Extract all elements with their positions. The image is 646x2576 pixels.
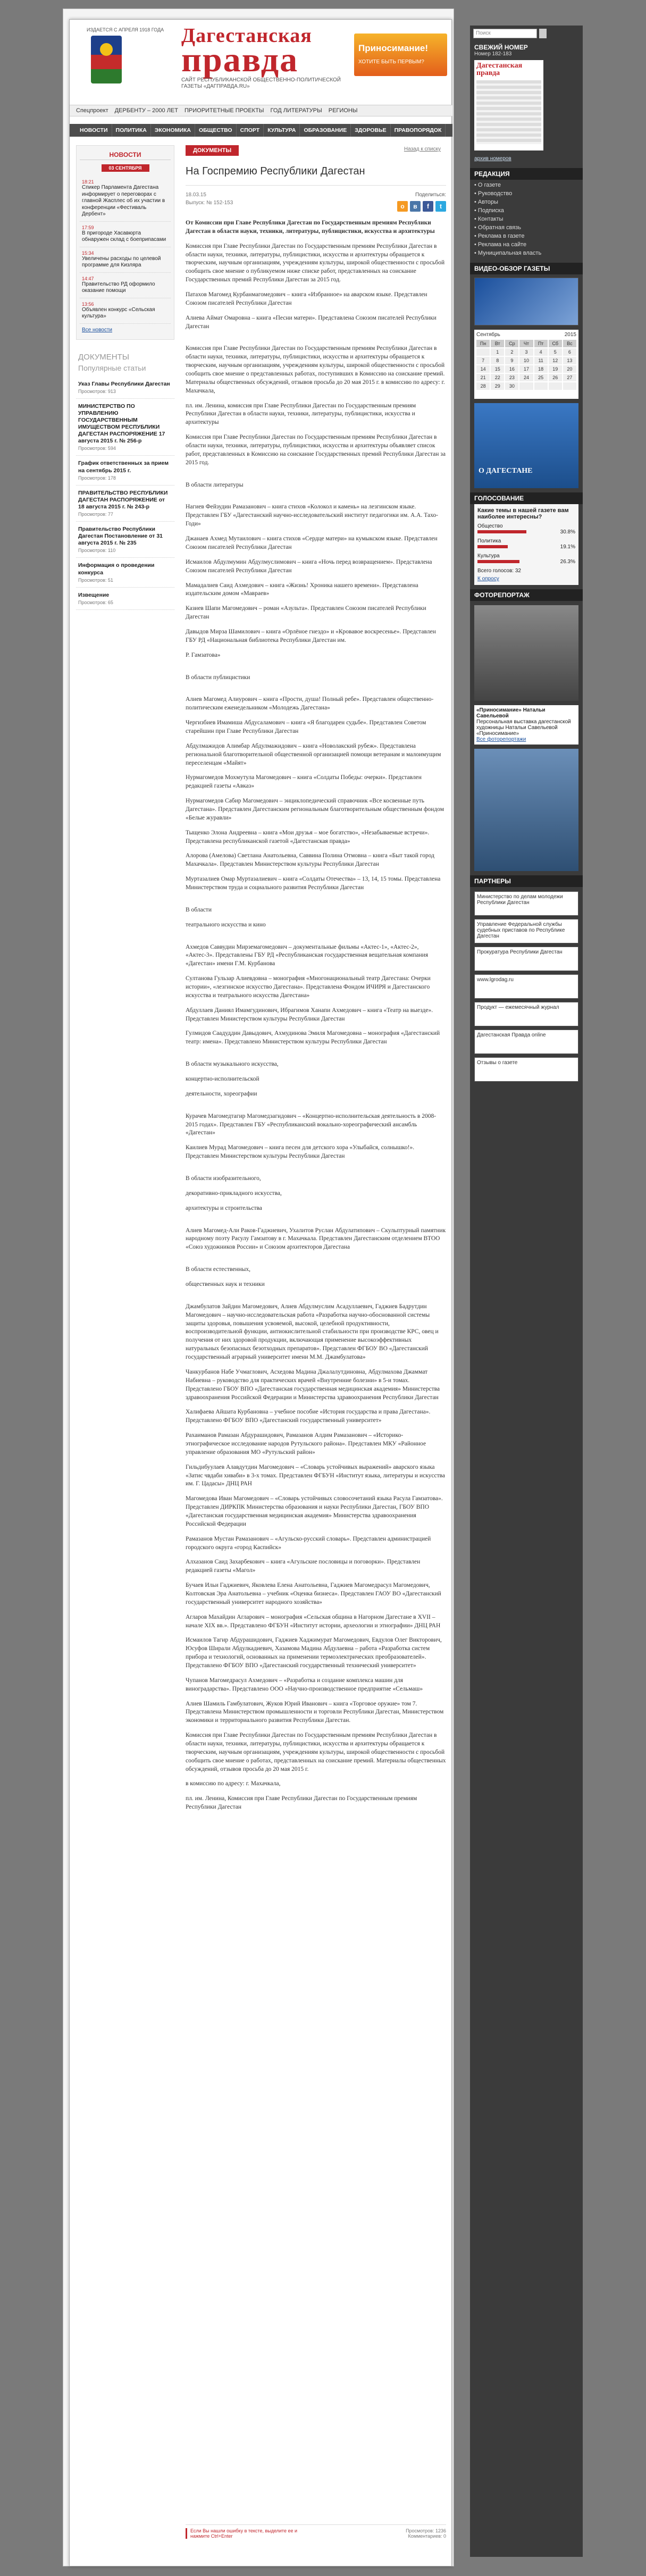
calendar-day[interactable]: 23 [505, 374, 518, 381]
calendar-day[interactable]: 2 [505, 348, 518, 356]
news-item[interactable] [80, 273, 171, 298]
paragraph: Казиев Шапи Магомедович – роман «Азульта». Представлен Союзом писателей Республики Дагестан [186, 605, 426, 621]
paragraph: Халифаева Айшата Курбановна – учебное пособие «История государства и права Дагестана». Представлено ФГБОУ ВПО «Дагестанский государственный университет» [186, 1409, 431, 1424]
calendar-day[interactable]: 20 [563, 365, 576, 373]
calendar-day[interactable]: 27 [563, 374, 576, 381]
editorial-link[interactable]: • Муниципальная власть [474, 250, 542, 256]
poll [474, 504, 578, 585]
paragraph: Ахмедов Саввудин Мирземагомедович – документальные фильмы «Актес-1», «Актес-2», «Актес-3». Представлены ГБУ РД «Республиканская государственная вещательная компания «Дагестан» имени Г.М. Курбанова [186, 943, 429, 967]
paragraph: В области естественных, [186, 1266, 251, 1273]
poll-bar [477, 560, 519, 563]
paragraph: в комиссию по адресу: г. Махачкала, [186, 1780, 281, 1787]
nav-item[interactable]: ОБРАЗОВАНИЕ [300, 124, 351, 137]
typo-hint: Если Вы нашли ошибку в тексте, выделите ее и нажмите Ctrl+Enter [186, 2528, 303, 2539]
news-item[interactable] [80, 222, 171, 247]
calendar-day[interactable]: 11 [534, 357, 548, 364]
calendar-day[interactable]: 4 [534, 348, 548, 356]
calendar-day[interactable]: 8 [491, 357, 504, 364]
paragraph: В области изобразительного, [186, 1175, 261, 1182]
paragraph: Алиев Шамиль Гамбулатович, Жуков Юрий Иванович – книга «Торговое оружие» том 7. Представлена Министерством промышленности и торговли Республики Дагестан, Министерством экономики и территориального развития Республики Дагестан. [186, 1700, 444, 1724]
archive-link[interactable]: архив номеров [474, 156, 511, 162]
doc-title[interactable]: Извещение [78, 591, 110, 598]
news-time: 18:21 [82, 179, 94, 185]
doc-title[interactable]: МИНИСТЕРСТВО ПО УПРАВЛЕНИЮ ГОСУДАРСТВЕННЫМ ИМУЩЕСТВОМ РЕСПУБЛИКИ ДАГЕСТАН РАСПОРЯЖЕНИЕ 17 августа 2015 г. № 256-р [78, 403, 165, 445]
nav-item[interactable]: ЗДОРОВЬЕ [351, 124, 390, 137]
doc-views: Просмотров: 178 [78, 475, 116, 481]
paragraph: архитектуры и строительства [186, 1205, 262, 1211]
paragraph: Комиссия при Главе Республики Дагестан по Государственным премиям Республики Дагестан в области науки, техники, литературы, публицистики, искусства и архитектуры обращается к творческим, научным организациям, учреждениям культуры, широкой общественности с просьбой сообщить свое мнение о работах, представленных на соискание премий. Материалы общественных обсуждений, отзывов просьба до 20 мая 2015 г. [186, 1732, 446, 1772]
calendar-day[interactable]: 5 [549, 348, 562, 356]
calendar-weekday: Вс [563, 340, 576, 347]
calendar-weekday: Пт [534, 340, 548, 347]
video-player[interactable] [474, 278, 578, 325]
news-text[interactable]: В пригороде Хасавюрта обнаружен склад с боеприпасами [82, 230, 166, 242]
calendar-day[interactable]: 21 [476, 374, 490, 381]
calendar-year[interactable]: 2015 [564, 332, 576, 338]
editorial-link[interactable]: • Руководство [474, 190, 513, 197]
fresh-issue-heading: СВЕЖИЙ НОМЕР Номер 182-183 [470, 41, 583, 57]
poll-option-label: Культура [477, 553, 500, 559]
photo-heading: ФОТОРЕПОРТАЖ [470, 589, 583, 601]
calendar-weekday: Ср [505, 340, 518, 347]
doc-views: Просмотров: 913 [78, 388, 116, 394]
editorial-link[interactable]: • Обратная связь [474, 224, 521, 231]
poll-option-label: Общество [477, 523, 503, 529]
calendar-day[interactable]: 6 [563, 348, 576, 356]
article-meta [186, 185, 446, 219]
partner-banner[interactable]: Отзывы о газете [474, 1057, 578, 1082]
calendar-day[interactable]: 28 [476, 382, 490, 390]
paragraph: концертно-исполнительской [186, 1076, 259, 1083]
calendar-day[interactable] [476, 348, 490, 356]
fresh-issue-number: Номер 182-183 [474, 51, 512, 57]
paragraph: В области [186, 906, 212, 913]
calendar-day[interactable]: 26 [549, 374, 562, 381]
docs-heading: ДОКУМЕНТЫ [78, 352, 130, 362]
paragraph: пл. им. Ленина, Комиссия при Главе Республики Дагестан по Государственным премиям Республики Дагестан [186, 1795, 417, 1811]
nav1-item[interactable]: ГОД ЛИТЕРАТУРЫ [270, 107, 322, 114]
calendar-day[interactable]: 16 [505, 365, 518, 373]
calendar-day[interactable] [563, 382, 576, 390]
paragraph: пл. им. Ленина, комиссия при Главе Республики Дагестан по Государственным премиям Республики Дагестан в области науки, техники, литературы, публицистики, искусства и архитектуры [186, 402, 416, 426]
calendar-day[interactable]: 18 [534, 365, 548, 373]
poll-option[interactable] [477, 538, 575, 550]
photo-caption-text: Персональная выставка дагестанской художницы Натальи Савельевой «Приносимание» [476, 719, 571, 737]
nav-item[interactable]: СПОРТ [237, 124, 264, 137]
calendar-day[interactable]: 29 [491, 382, 504, 390]
news-text[interactable]: Правительство РД оформило оказание помощи [82, 281, 155, 294]
nav1-item[interactable]: ПРИОРИТЕТНЫЕ ПРОЕКТЫ [184, 107, 264, 114]
doc-views: Просмотров: 594 [78, 446, 116, 451]
paragraph: Магомедова Иван Магомедович – «Словарь устойчивых словосочетаний языка Расула Гамзатова». Представлен ДИРКПК Министерства образования и науки Республики Дагестан, ГБОУ ВПО «Дагестанская государственная медицинская академия» Министерства здравоохранения Российской Федерации [186, 1495, 443, 1527]
calendar-day[interactable]: 14 [476, 365, 490, 373]
calendar-day[interactable]: 15 [491, 365, 504, 373]
paragraph: Исмаилов Тагир Абдурашидович, Гаджиев Хаджимурат Магомедович, Евдулов Олег Викторович, Юсуфов Ширали Абдулкадиевич, Хазамова Мадина Абдулаевна – работа «Разработка систем прибора и технологий, основанных на применении термоэлектрических преобразователей». Представлено ФГБОУ ВПО «Дагестанский государственный технический университет» [186, 1637, 442, 1669]
paragraph: Алиев Магомед Алиурович – книга «Прости, душа! Полный ребе». Представлен общественно-политическим еженедельником «Молодежь Дагестана» [186, 696, 434, 712]
nav-item[interactable]: ПРАВОПОРЯДОК [391, 124, 446, 137]
article-date: 18.03.15 [186, 192, 206, 198]
left-column [76, 145, 174, 610]
news-item[interactable] [80, 247, 171, 273]
calendar-day[interactable]: 12 [549, 357, 562, 364]
partner-banner[interactable]: Министерство по делам молодежи Республики Дагестан [474, 891, 578, 916]
news-text[interactable]: Увеличены расходы по целевой программе для Кизляра [82, 255, 161, 268]
nav-item[interactable]: ОБЩЕСТВО [195, 124, 237, 137]
news-item[interactable] [80, 176, 171, 222]
calendar-weekday: Сб [549, 340, 562, 347]
about-dagestan-banner[interactable]: О ДАГЕСТАНЕ [474, 403, 578, 488]
poll-option[interactable] [477, 523, 575, 535]
paragraph: декоративно-прикладного искусства, [186, 1190, 282, 1197]
calendar-day[interactable]: 3 [519, 348, 533, 356]
editorial-link[interactable]: • Подписка [474, 207, 504, 214]
ok-icon[interactable]: o [397, 201, 408, 212]
poll-question: Какие темы в нашей газете вам наиболее интересны? [477, 507, 569, 520]
news-date: 03 СЕНТЯБРЯ [102, 164, 149, 172]
share-block [397, 191, 446, 212]
paragraph: Гильдибуулаев Алавдутдин Магомедович – «Словарь устойчивых выражений» аварского языка «Затис чвдаби хиваби» в 3-х томах. Представлен ФГБУН «Институт языка, литературы и искусства им. Г. Цадасы» ДНЦ РАН [186, 1463, 445, 1487]
poll-percent: 19.1% [560, 544, 575, 550]
nav-item[interactable]: ПОЛИТИКА [112, 124, 151, 137]
paragraph: Алхазанов Саид Захарбекович – книга «Агульские пословицы и поговорки». Представлен редакцией газеты «Магол» [186, 1559, 421, 1574]
paragraph: В области музыкального искусства, [186, 1061, 279, 1068]
doc-views: Просмотров: 77 [78, 512, 113, 517]
photo-report-image[interactable] [474, 605, 578, 701]
poll-bar [477, 545, 508, 548]
nav-item[interactable]: ЭКОНОМИКА [151, 124, 195, 137]
special-nav [70, 105, 452, 116]
photo-caption-title[interactable]: «Приносимание» Натальи Савельевой [476, 707, 546, 719]
promo-banner[interactable]: Приносимание! ХОТИТЕ БЫТЬ ПЕРВЫМ? [354, 34, 447, 76]
paragraph: Комиссия при Главе Республики Дагестан по Государственным премиям Республики Дагестан в области науки, техники, литературы, публицистики, искусства и архитектуры обращается к творческим, научным организациям, учреждениям культуры, широкой общественности с просьбой сообщить свое мнение о публикуемом ниже списке работ, представленных на соискание Государственных премий Республики Дагестан за 2015 год. [186, 242, 445, 283]
poll-heading: ГОЛОСОВАНИЕ [470, 492, 583, 504]
vk-icon[interactable]: в [410, 201, 421, 212]
paragraph: Курачев Магомедтагир Магомедзагидович – «Концертно-исполнительская деятельность в 2008-2015 годах». Представлен ГБУ «Республиканский вокально-хореографический ансамбль «Дагестан» [186, 1113, 437, 1136]
poll-percent: 30.8% [560, 529, 575, 535]
partner-banner[interactable]: Продукт — ежемесячный журнал [474, 1002, 578, 1026]
news-item[interactable] [80, 298, 171, 324]
paragraph: Патахов Магомед Курбанмагомедович – книга «Избранное» на аварском языке. Представлен Союзом писателей Республики Дагестан [186, 291, 427, 306]
all-photos-link[interactable]: Все фоторепортажи [476, 737, 526, 742]
doc-views: Просмотров: 110 [78, 548, 116, 554]
news-box [76, 145, 174, 340]
calendar-day[interactable]: 7 [476, 357, 490, 364]
docs-box [76, 350, 174, 610]
paragraph: От Комиссии при Главе Республики Дагестан по Государственным премиям Республики Дагестан в области науки, техники, литературы, публицистики, искусства и архитектуры [186, 220, 435, 235]
article-footer [186, 2524, 446, 2546]
doc-item[interactable] [76, 486, 174, 522]
paragraph: Чергизбиев Имамиша Абдусаламович – книга «Я благодарен судьбе». Представлен Советом старейшин при Главе Республики Дагестан [186, 720, 426, 734]
article-title: На Госпремию Республики Дагестан [186, 165, 365, 177]
partners-heading: ПАРТНЕРЫ [470, 875, 583, 887]
article [186, 145, 446, 1818]
paragraph: Гулмидов Саадуддин Давыдович, Ахмудинова Эмиля Магомедовна – монография «Дагестанский театр: имена». Представлено Министерством культуры Республики Дагестан [186, 1030, 440, 1046]
section-tag[interactable]: ДОКУМЕНТЫ [186, 145, 239, 156]
calendar-day[interactable] [519, 382, 533, 390]
paragraph: Чанкурбанов Набе Учмаглович, Асхедова Мадина Джалалутдиновна, Абдулмахова Джаммат Набиевна – руководство для практических врачей «Внутренние болезни» в 5-и томах. Представлено ГБОУ ВПО «Дагестанская государственная медицинская академия» Министерства здравоохранения Российской Федерации и Министерства здравоохранения Республики Дагестан [186, 1368, 440, 1401]
founded-label: ИЗДАЕТСЯ С АПРЕЛЯ 1918 ГОДА [87, 27, 164, 32]
nav1-item[interactable]: ДЕРБЕНТУ – 2000 ЛЕТ [114, 107, 178, 114]
news-text[interactable]: Спикер Парламента Дагестана информирует о переговорах с главной Жасплес об их участии в конференции «Фестиваль Дербент» [82, 185, 165, 217]
doc-views: Просмотров: 51 [78, 577, 113, 583]
calendar-weekday: Чт [519, 340, 533, 347]
doc-views: Просмотров: 65 [78, 599, 113, 605]
nav-item[interactable]: КУЛЬТУРА [264, 124, 300, 137]
paragraph: театрального искусства и кино [186, 921, 266, 928]
news-time: 17:59 [82, 224, 94, 230]
calendar-day[interactable]: 13 [563, 357, 576, 364]
paragraph: Комиссия при Главе Республики Дагестан по Государственным премиям Республики Дагестан в области науки, техники, литературы, публицистики, искусства и архитектуры обращается к творческим, научным организациям, учреждениям культуры, широкой общественности с просьбой сообщить свое мнение о представленных работах, поступивших в Комиссию на соискание премий. Материалы общественных обсуждений, отзывов просьба до 20 мая 2015 г. в комиссию по адресу: г. Махачкала, [186, 345, 445, 394]
paragraph: Алиева Аймат Омаровна – книга «Песни матери». Представлена Союзом писателей Республики Дагестан [186, 314, 437, 330]
poll-total: Всего голосов: 32 [477, 568, 521, 574]
paragraph: Каилиев Мурад Магомедович – книга песен для детского хора «Улыбайся, солнышко!». Представлен Министерством культуры Республики Дагестан [186, 1144, 415, 1160]
doc-title[interactable]: Информация о проведении конкурса [78, 562, 155, 576]
doc-title[interactable]: Указ Главы Республики Дагестан [78, 380, 170, 387]
calendar-day[interactable]: 9 [505, 357, 518, 364]
poll-bar [477, 530, 526, 533]
paragraph: Рахаиманов Рамазан Абдурашидович, Рамазанов Алдим Рамазанович – «Историко-этнографическое исследование народов Рутульского района». Представлен МКУ «Районное управление образования МО «Рутульский район» [186, 1432, 426, 1456]
paragraph: Тыщенко Элона Андреевна – книга «Мои друзья – мое богатство», «Незабываемые встречи». Представлена республиканской газетой «Дагестанская правда» [186, 829, 430, 844]
paragraph: Муртазалиев Омар Муртазалиевич – книга «Солдаты Отечества» – 13, 14, 15 томы. Представлена Министерством труда и социального развития Республики Дагестан [186, 876, 441, 891]
video-heading: ВИДЕО-ОБЗОР ГАЗЕТЫ [470, 263, 583, 274]
news-time: 13:56 [82, 301, 94, 307]
paragraph: Абдуллаев Даниял Имамгудинович, Ибрагимов Ханапи Ахмедович – книга «Театр на выезде». Представлен Министерством культуры Республики Дагестан [186, 1007, 433, 1022]
calendar-day[interactable]: 25 [534, 374, 548, 381]
doc-item[interactable] [76, 588, 174, 610]
partner-banner[interactable]: www.lgrodag.ru [474, 974, 578, 999]
search-input[interactable]: Поиск [473, 29, 537, 38]
poll-option-label: Политика [477, 538, 501, 544]
poll-option[interactable] [477, 553, 575, 565]
paragraph: Чупанов Магомедрасул Ахмедович – «Разработка и создание комплекса машин для виноградарства». Представлено ООО «Научно-производственное предприятие «Сельмаш» [186, 1677, 423, 1692]
site-subtitle: САЙТ РЕСПУБЛИКАНСКОЙ ОБЩЕСТВЕННО-ПОЛИТИЧЕСКОЙ ГАЗЕТЫ «ДАГПРАВДА.RU» [181, 77, 341, 89]
calendar-day[interactable] [549, 382, 562, 390]
calendar-day[interactable]: 17 [519, 365, 533, 373]
nav-item[interactable]: НОВОСТИ [76, 124, 112, 137]
editorial-link[interactable]: • Реклама на сайте [474, 241, 527, 248]
partner-banner[interactable]: Управление Федеральной службы судебных приставов по Республике Дагестан [474, 919, 578, 943]
editorial-heading: РЕДАКЦИЯ [470, 168, 583, 180]
share-label: Поделиться: [415, 192, 446, 198]
paragraph: общественных наук и техники [186, 1281, 265, 1288]
calendar-day[interactable]: 19 [549, 365, 562, 373]
news-time: 14:47 [82, 275, 94, 281]
comments-count: Комментариев: 0 [408, 2533, 446, 2539]
doc-item[interactable] [76, 399, 174, 456]
paragraph: Давыдов Мирза Шамилович – книга «Орлёное гнездо» и «Кровавое воскресенье». Представлен ГБУ РД «Национальная библиотека Республики Дагестан им. [186, 628, 436, 643]
calendar-day[interactable]: 24 [519, 374, 533, 381]
twitter-icon[interactable]: t [435, 201, 446, 212]
calendar-day[interactable] [534, 382, 548, 390]
doc-title[interactable]: График ответственных за прием на сентябрь 2015 г. [78, 460, 169, 474]
paragraph: Комиссия при Главе Республики Дагестан по Государственным премиям Республики Дагестан в области науки, техники, литературы, публицистики, искусства и архитектуры объявляет список работ, представленных в Комиссию на соискание Государственных премий Республики Дагестан за 2015 год. [186, 434, 446, 466]
calendar-month[interactable]: Сентябрь [476, 332, 500, 338]
news-text[interactable]: Объявлен конкурс «Сельская культура» [82, 306, 155, 319]
paragraph: Бучаев Ильи Гаджиевич, Яковлева Елена Анатольевна, Гаджиев Магомедрасул Магомедович, Колтовская Эра Анатольевна – учебник «Оценка бизнеса». Представлен ГАОУ ВО «Дагестанский государственный университет народного хозяйства» [186, 1582, 441, 1605]
back-to-list-link[interactable]: Назад к списку [404, 146, 441, 152]
photo-caption [474, 705, 578, 745]
paragraph: деятельности, хореографии [186, 1090, 257, 1097]
site-header [70, 20, 451, 133]
paragraph: Джамбулатов Зайдин Магомедович, Алиев Абдулмуслим Асадуллаевич, Гаджиев Бадрутдин Магомедович – научно-исследовательская работа «Разработка научно-обоснованной системы защиты здоровья, повышения усвояемой, высокой, целебной продуктивности, воспроизводительной функции, антиокислительной стабильности при производстве КРС, овец и получения от них здоровой продукции, включающая применение высокоэффективных натуральных безопасных безотходных препаратов». Представлен ФГБОУ ВО «Дагестанский государственный аграрный университет имени М.М. Джамбулатова» [186, 1303, 439, 1361]
editorial-link[interactable]: • Контакты [474, 216, 504, 222]
paragraph: В области литературы [186, 481, 244, 488]
editorial-link[interactable]: • Реклама в газете [474, 233, 525, 239]
paragraph: Р. Гамзатова» [186, 651, 221, 658]
calendar-weekday: Пн [476, 340, 490, 347]
right-sidebar [470, 26, 583, 2557]
main-nav [70, 124, 452, 137]
paragraph: В области публицистики [186, 674, 250, 681]
calendar-day[interactable]: 10 [519, 357, 533, 364]
nav1-item[interactable]: Спецпроект [76, 107, 108, 114]
ad-banner[interactable] [474, 749, 578, 871]
paragraph: Джанаев Ахмед Мутаилович – книга стихов «Сердце матери» на кумыкском языке. Представлен Союзом писателей Республики Дагестан [186, 536, 438, 550]
article-issue[interactable]: Выпуск: № 152-153 [186, 200, 233, 206]
nav1-item[interactable]: РЕГИОНЫ [328, 107, 358, 114]
article-body [186, 219, 446, 1812]
doc-item[interactable] [76, 522, 174, 558]
paragraph: Нурмагомедов Мохмутула Магомедович – книга «Солдаты Победы: очерки». Представлен редакцией газеты «Авказ» [186, 774, 422, 790]
partner-banner[interactable]: Прокуратура Республики Дагестан [474, 947, 578, 971]
coat-of-arms-icon [91, 36, 122, 83]
search-icon[interactable] [539, 29, 547, 38]
doc-title[interactable]: ПРАВИТЕЛЬСТВО РЕСПУБЛИКИ ДАГЕСТАН РАСПОРЯЖЕНИЕ от 18 августа 2015 г. № 243-р [78, 489, 168, 510]
poll-link[interactable]: К опросу [477, 576, 499, 582]
paragraph: Агларов Махайдин Агларович – монография «Сельская община в Нагорном Дагестане в XVII – начале XIX вв.». Представлено ФГБУН «Институт истории, археологии и этнографии» ДНЦ РАН [186, 1613, 441, 1629]
editorial-link[interactable]: • О газете [474, 182, 501, 188]
all-news-link[interactable]: Все новости [82, 327, 113, 333]
paragraph: Алиев Магомед-Али Раков-Гаджиевич, Ухалитов Руслан Абдулатипович – Скульптурный памятник народному поэту Расулу Гамзатову в г. Махачкала. Представлен Дагестанским отделением ВТОО «Союз художников России» и Союзом архитекторов Дагестана [186, 1227, 446, 1251]
facebook-icon[interactable]: f [423, 201, 433, 212]
calendar-weekday: Вт [491, 340, 504, 347]
calendar-day[interactable]: 1 [491, 348, 504, 356]
doc-item[interactable] [76, 377, 174, 399]
news-time: 15:34 [82, 250, 94, 256]
paragraph: Алорова (Амелова) Светлана Анатольевна, Саввина Полина Отмовна – книга «Быт такой город Махачкала». Представлен Министерством культуры Республики Дагестан [186, 852, 434, 868]
views-count: Просмотров: 1236 [406, 2528, 446, 2533]
calendar-day[interactable]: 22 [491, 374, 504, 381]
doc-item[interactable] [76, 456, 174, 485]
docs-subheading: Популярные статьи [78, 363, 146, 372]
fresh-issue-cover[interactable]: Дагестанская правда [474, 60, 543, 150]
paragraph: Рамазанов Мустан Рамазанович – «Агульско-русский словарь». Представлен администрацией городского округа «город Каспийск» [186, 1535, 431, 1551]
partner-banner[interactable]: Дагестанская Правда online [474, 1030, 578, 1054]
paragraph: Нагиев Фейзудин Рамазанович – книга стихов «Колокол и камень» на лезгинском языке. Представлен ГБУ «Дагестанский научно-исследовательский институт педагогики им. А.А. Тахо-Годи» [186, 504, 438, 528]
doc-item[interactable] [76, 558, 174, 587]
editorial-list [470, 180, 583, 258]
calendar [474, 330, 578, 399]
site-logo[interactable]: Дагестанская правда [181, 24, 312, 80]
paragraph: Султанова Гульзар Алиевдовна – монография «Многонациональный театр Дагестана: Очерки истории», «лезгинское искусство Дагестана». Представлена Фондом ИЧИРЯ и Дагестанского искусства и театрального искусства Дагестана» [186, 975, 431, 999]
calendar-day[interactable]: 30 [505, 382, 518, 390]
paragraph: Исмаилов Абдулмумин Абдулмуслимович – книга «Ночь перед возвращением». Представлена Союзом писателей Республики Дагестан [186, 558, 432, 574]
paragraph: Нурмагомедов Сабир Магомедович – энциклопедический справочник «Все косвенные путь Дагестана». Представлен Дагестанским региональным благотворительным общественным фондом «Белые журавли» [186, 798, 444, 821]
page [69, 19, 452, 2566]
news-heading: НОВОСТИ [80, 149, 171, 160]
editorial-link[interactable]: • Авторы [474, 199, 498, 205]
paragraph: Мамадалиев Саид Ахмедович – книга «Жизнь! Хроника нашего времени». Представлена издательским домом «Мавраев» [186, 582, 418, 597]
poll-percent: 26.3% [560, 559, 575, 565]
doc-title[interactable]: Правительство Республики Дагестан Постановление от 31 августа 2015 г. № 235 [78, 526, 163, 547]
paragraph: Абдулмажидов Алимбар Абдулмажидович – книга «Новолакский рубеж». Представлена региональной благотворительной общественной организацией помощи ветеранам и малоимущим переселенцам «Майят» [186, 742, 441, 766]
